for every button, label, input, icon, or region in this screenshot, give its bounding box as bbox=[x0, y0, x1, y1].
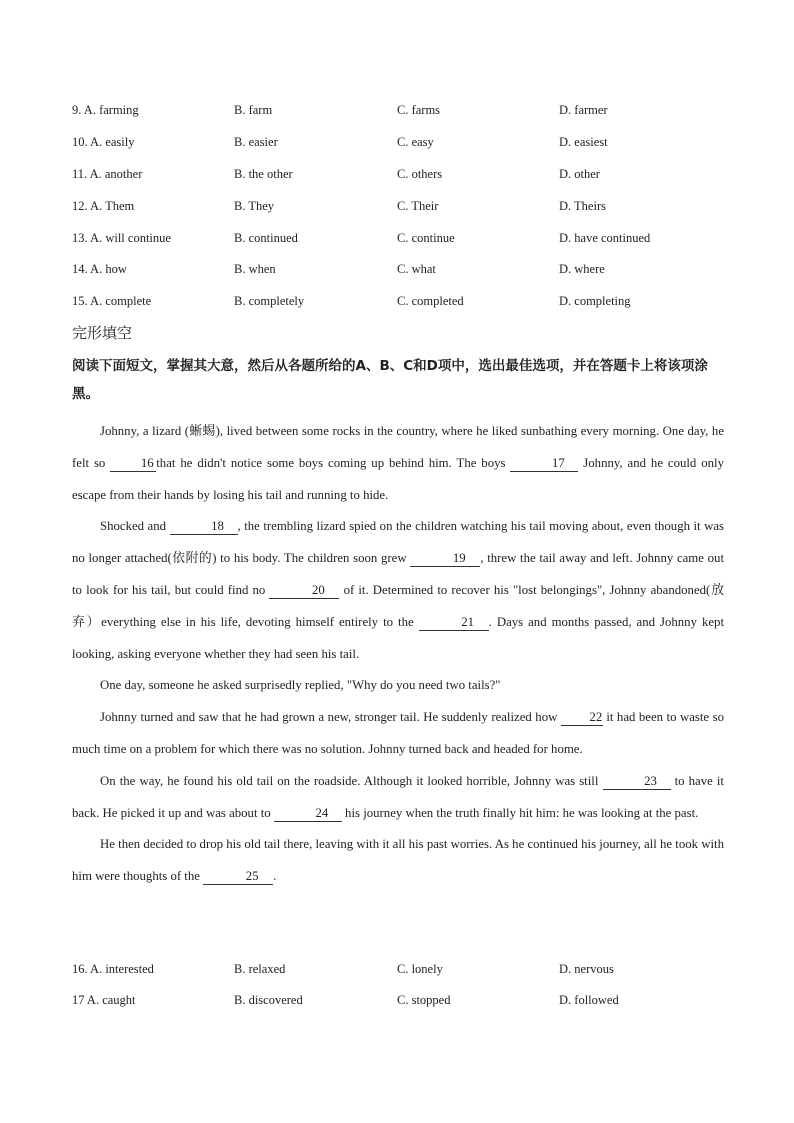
option-c: C. stopped bbox=[397, 993, 451, 1007]
blank-22: 22 bbox=[561, 709, 603, 726]
text: of it. Determined to recover his "lost belongings", Johnny abandoned(放弃）everything else in his life, devoting himself entirely to the bbox=[72, 582, 725, 629]
text: , threw the tail away and left. Johnny came out to look for his tail, but could find no bbox=[72, 551, 724, 597]
option-a: 10. A. easily bbox=[72, 135, 135, 149]
text: it had been to waste so much time on a problem for which there was no solution. Johnny turned back and headed for home. bbox=[72, 710, 724, 756]
option-b: B. relaxed bbox=[234, 962, 286, 976]
option-c: C. easy bbox=[397, 135, 434, 149]
paragraph-3 bbox=[72, 670, 724, 702]
option-d: D. completing bbox=[559, 294, 631, 308]
blank-24: 24 bbox=[274, 805, 342, 822]
option-b: B. They bbox=[234, 199, 275, 213]
option-a: 14. A. how bbox=[72, 262, 127, 276]
blank-20: 20 bbox=[269, 582, 339, 599]
paragraph-6 bbox=[72, 829, 724, 893]
option-d: D. followed bbox=[559, 993, 619, 1007]
option-b: B. completely bbox=[234, 294, 305, 308]
option-a: 12. A. Them bbox=[72, 199, 135, 213]
blank-19: 19 bbox=[410, 550, 480, 567]
blank-17: 17 bbox=[510, 455, 578, 472]
option-d: D. easiest bbox=[559, 135, 608, 149]
option-d: D. Theirs bbox=[559, 199, 606, 213]
option-b: B. farm bbox=[234, 103, 273, 117]
instructions: 阅读下面短文，掌握其大意，然后从各题所给的A、B、C和D项中，选出最佳选项，并在答题卡上将该项涂黑。 bbox=[72, 358, 708, 402]
text: that he didn't notice some boys coming up behind him. The boys bbox=[156, 455, 511, 470]
option-b: B. discovered bbox=[234, 993, 303, 1007]
text: Johnny, a lizard (蜥蜴), lived between some rocks in the country, where he liked sunbathing every morning. One day, he felt so bbox=[72, 424, 724, 470]
option-d: D. have continued bbox=[559, 231, 651, 245]
option-a: 16. A. interested bbox=[72, 962, 154, 976]
option-c: C. lonely bbox=[397, 962, 443, 976]
paragraph-5 bbox=[72, 766, 724, 830]
section-title: 完形填空 bbox=[72, 324, 133, 342]
blank-25: 25 bbox=[203, 868, 273, 885]
option-c: C. Their bbox=[397, 199, 439, 213]
text: One day, someone he asked surprisedly replied, "Why do you need two tails?" bbox=[100, 678, 501, 693]
option-d: D. where bbox=[559, 262, 605, 276]
paragraph-4 bbox=[72, 702, 724, 766]
blank-18: 18 bbox=[170, 518, 238, 535]
text: . bbox=[273, 869, 277, 884]
option-c: C. continue bbox=[397, 231, 455, 245]
option-b: B. the other bbox=[234, 167, 293, 181]
option-a: 11. A. another bbox=[72, 167, 143, 181]
text: to have it back. He picked it up and was about to bbox=[72, 773, 724, 820]
option-b: B. continued bbox=[234, 231, 298, 245]
option-a: 13. A. will continue bbox=[72, 231, 171, 245]
text: He then decided to drop his old tail there, leaving with it all his past worries. As he continued his journey, all he took with him were thoughts of the bbox=[72, 837, 724, 884]
text: Johnny turned and saw that he had grown a new, stronger tail. He suddenly realized how bbox=[100, 710, 561, 725]
option-c: C. others bbox=[397, 167, 443, 181]
text: his journey when the truth finally hit him: he was looking at the past. bbox=[341, 805, 699, 820]
text: On the way, he found his old tail on the roadside. Although it looked horrible, Johnny was still bbox=[100, 773, 603, 788]
text: . Days and months passed, and Johnny kept looking, asking everyone whether they had seen his tail. bbox=[72, 614, 725, 661]
option-c: C. what bbox=[397, 262, 436, 276]
option-b: B. easier bbox=[234, 135, 278, 149]
option-a: 15. A. complete bbox=[72, 294, 152, 308]
option-c: C. completed bbox=[397, 294, 464, 308]
text: , the trembling lizard spied on the children watching his tail moving about, even though it was no longer attached(依附的) to his body. The children soon grew bbox=[72, 519, 724, 566]
option-a: 9. A. farming bbox=[72, 103, 139, 117]
passage bbox=[72, 416, 724, 893]
option-d: D. nervous bbox=[559, 962, 614, 976]
text: Johnny, and he could only escape from their hands by losing his tail and running to hide. bbox=[72, 455, 724, 502]
option-d: D. other bbox=[559, 167, 600, 181]
option-c: C. farms bbox=[397, 103, 441, 117]
option-d: D. farmer bbox=[559, 103, 608, 117]
paragraph-1 bbox=[72, 416, 724, 511]
blank-21: 21 bbox=[419, 614, 489, 631]
option-b: B. when bbox=[234, 262, 276, 276]
option-a: 17 A. caught bbox=[72, 993, 136, 1007]
blank-23: 23 bbox=[603, 773, 671, 790]
paragraph-2 bbox=[72, 511, 724, 670]
text: Shocked and bbox=[100, 519, 170, 534]
blank-16: 16 bbox=[110, 455, 156, 472]
